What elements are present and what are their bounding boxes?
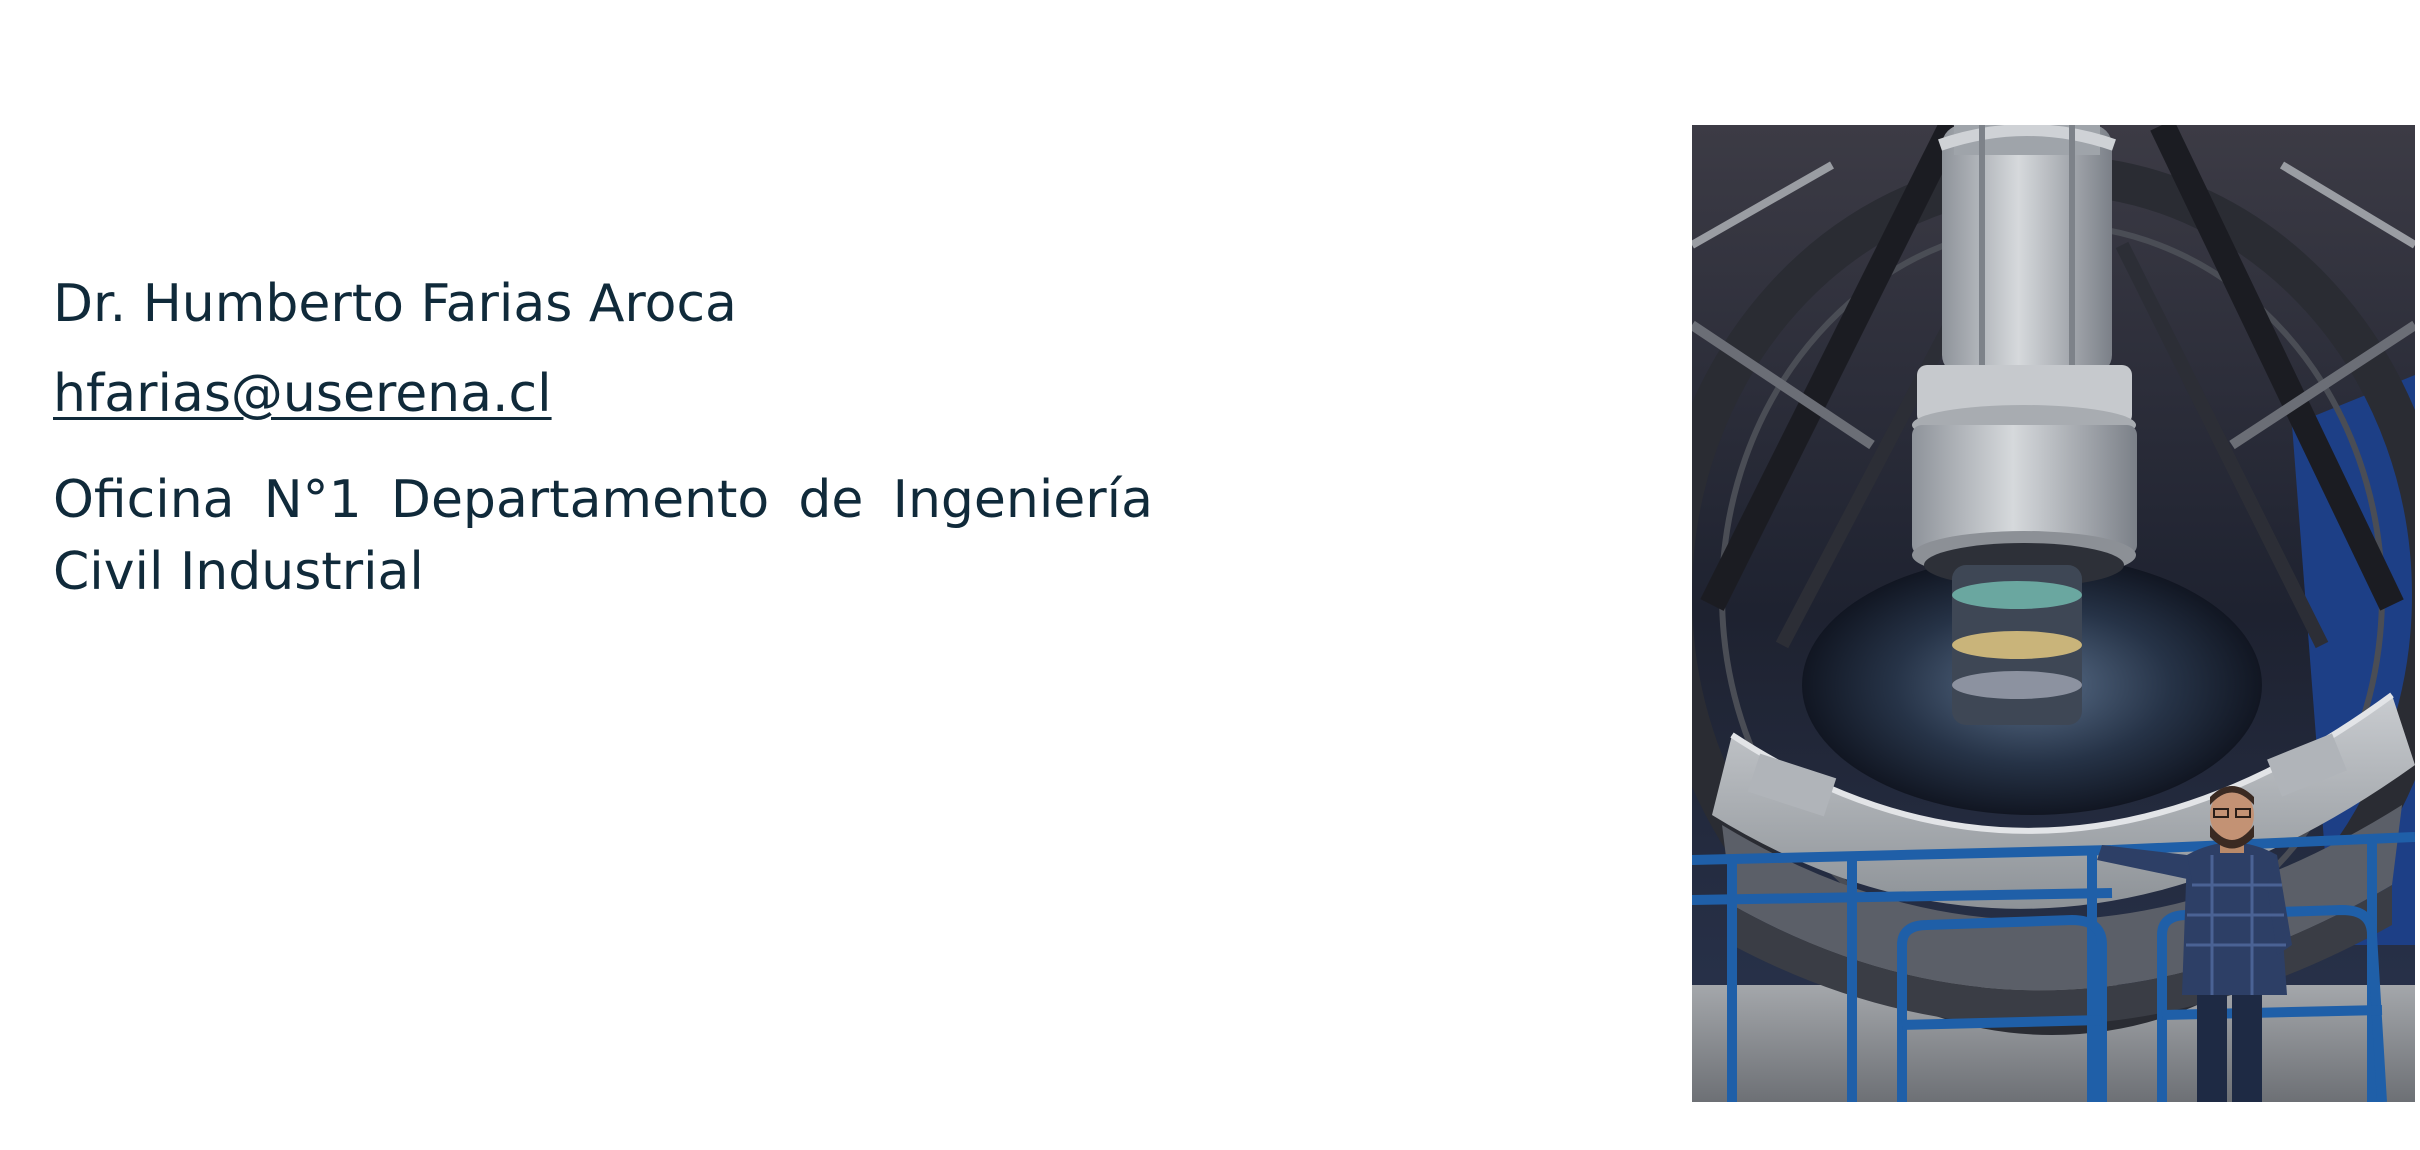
person-name: Dr. Humberto Farias Aroca <box>53 274 737 334</box>
office-location: Oficina N°1 Departamento de Ingeniería Civil Industrial <box>53 470 1153 602</box>
telescope-photo <box>1692 125 2415 1102</box>
profile-photo <box>1692 125 2415 1102</box>
contact-block <box>53 270 1153 608</box>
email-link[interactable]: hfarias@userena.cl <box>53 364 552 424</box>
